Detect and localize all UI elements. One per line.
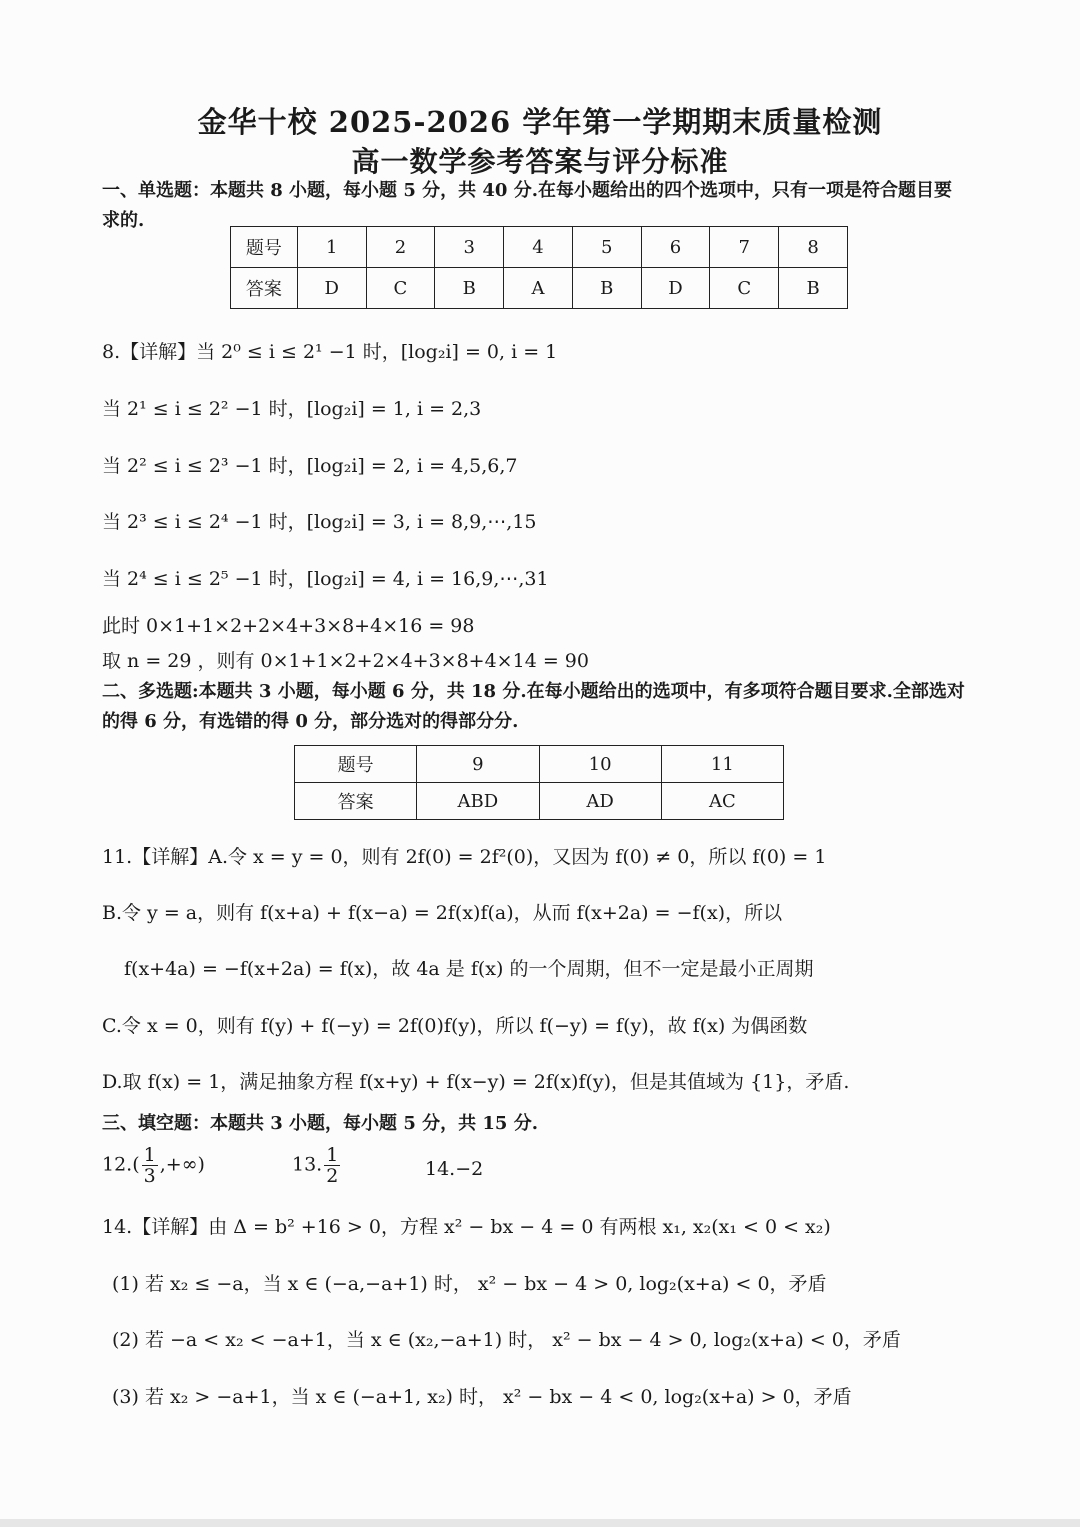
table-row bbox=[231, 268, 848, 309]
table-header-cell: 题号 bbox=[231, 227, 298, 268]
answer-12-suffix: ,+∞) bbox=[159, 1153, 205, 1176]
q8-line: 当 2¹ ≤ i ≤ 2² −1 时，[log₂i] = 1, i = 2,3 bbox=[102, 398, 482, 420]
multi-choice-answer-table bbox=[294, 745, 784, 820]
question-number-cell: 6 bbox=[641, 227, 710, 268]
table-row bbox=[231, 227, 848, 268]
answer-13-prefix: 13. bbox=[292, 1153, 323, 1176]
section2-heading bbox=[102, 677, 982, 737]
q14-line: 14.【详解】由 Δ = b² +16 > 0，方程 x² − bx − 4 = 0 有两根 x₁, x₂(x₁ < 0 < x₂) bbox=[102, 1216, 831, 1238]
q8-line: 此时 0×1+1×2+2×4+3×8+4×16 = 98 bbox=[102, 615, 475, 637]
fraction-numerator: 1 bbox=[143, 1144, 156, 1166]
answer-13 bbox=[292, 1145, 342, 1186]
q8-line: 当 2³ ≤ i ≤ 2⁴ −1 时，[log₂i] = 3, i = 8,9,⋯,15 bbox=[102, 511, 537, 533]
answer-cell: A bbox=[504, 268, 573, 309]
fraction-numerator: 1 bbox=[326, 1144, 339, 1166]
question-number-cell: 3 bbox=[435, 227, 504, 268]
table-row bbox=[295, 746, 784, 783]
single-choice-answer-table bbox=[230, 226, 848, 309]
answer-cell: B bbox=[572, 268, 641, 309]
section3-heading: 三、填空题：本题共 3 小题，每小题 5 分，共 15 分. bbox=[102, 1113, 538, 1134]
q14-line: (2) 若 −a < x₂ < −a+1，当 x ∈ (x₂,−a+1) 时， x² − bx − 4 > 0, log₂(x+a) < 0，矛盾 bbox=[112, 1329, 901, 1351]
answer-13-fraction bbox=[324, 1145, 340, 1186]
section2-heading-line1: 二、多选题:本题共 3 小题，每小题 6 分，共 18 分.在每小题给出的选项中，有多项符合题目要求.全部选对 bbox=[102, 681, 965, 702]
fraction-denominator: 2 bbox=[326, 1165, 339, 1187]
answer-cell: C bbox=[710, 268, 779, 309]
section1-heading-line2: 求的. bbox=[102, 210, 145, 231]
question-number-cell: 9 bbox=[417, 746, 539, 783]
q11-line: C.令 x = 0，则有 f(y) + f(−y) = 2f(0)f(y)，所以 f(−y) = f(y)，故 f(x) 为偶函数 bbox=[102, 1015, 808, 1037]
answer-cell: AD bbox=[539, 783, 661, 820]
answer-cell: B bbox=[435, 268, 504, 309]
table-header-cell: 题号 bbox=[295, 746, 417, 783]
section2-heading-line2: 的得 6 分，有选错的得 0 分，部分选对的得部分分. bbox=[102, 711, 519, 732]
answer-12 bbox=[102, 1145, 205, 1186]
section1-heading-line1: 一、单选题：本题共 8 小题，每小题 5 分，共 40 分.在每小题给出的四个选项中，只有一项是符合题目要 bbox=[102, 180, 952, 201]
answer-cell: ABD bbox=[417, 783, 539, 820]
answer-cell: D bbox=[297, 268, 366, 309]
q8-line: 8.【详解】当 2⁰ ≤ i ≤ 2¹ −1 时，[log₂i] = 0, i = 1 bbox=[102, 341, 558, 363]
answer-12-fraction bbox=[142, 1145, 158, 1186]
document-subtitle: 高一数学参考答案与评分标准 bbox=[351, 145, 729, 178]
answer-12-prefix: 12.( bbox=[102, 1153, 140, 1176]
q11-line: 11.【详解】A.令 x = y = 0，则有 2f(0) = 2f²(0)，又因为 f(0) ≠ 0，所以 f(0) = 1 bbox=[102, 846, 827, 868]
question-number-cell: 5 bbox=[572, 227, 641, 268]
answer-14: 14.−2 bbox=[425, 1158, 484, 1180]
question-number-cell: 1 bbox=[297, 227, 366, 268]
answer-cell: AC bbox=[661, 783, 783, 820]
q8-line: 当 2² ≤ i ≤ 2³ −1 时，[log₂i] = 2, i = 4,5,6,7 bbox=[102, 455, 518, 477]
q11-line: f(x+4a) = −f(x+2a) = f(x)，故 4a 是 f(x) 的一个周期，但不一定是最小正周期 bbox=[124, 958, 814, 980]
table-row bbox=[295, 783, 784, 820]
question-number-cell: 8 bbox=[779, 227, 848, 268]
question-number-cell: 10 bbox=[539, 746, 661, 783]
answer-cell: C bbox=[366, 268, 435, 309]
table-header-cell: 答案 bbox=[295, 783, 417, 820]
question-number-cell: 7 bbox=[710, 227, 779, 268]
document-title: 金华十校 2025-2026 学年第一学期期末质量检测 bbox=[197, 105, 883, 139]
q14-line: (3) 若 x₂ > −a+1，当 x ∈ (−a+1, x₂) 时， x² − bx − 4 < 0, log₂(x+a) > 0，矛盾 bbox=[112, 1386, 852, 1408]
answer-cell: D bbox=[641, 268, 710, 309]
answer-cell: B bbox=[779, 268, 848, 309]
fraction-denominator: 3 bbox=[143, 1165, 156, 1187]
page-bottom-edge bbox=[0, 1519, 1080, 1527]
q14-line: (1) 若 x₂ ≤ −a，当 x ∈ (−a,−a+1) 时， x² − bx − 4 > 0, log₂(x+a) < 0，矛盾 bbox=[112, 1273, 827, 1295]
q11-line: D.取 f(x) = 1，满足抽象方程 f(x+y) + f(x−y) = 2f(x)f(y)，但是其值域为 {1}，矛盾. bbox=[102, 1071, 850, 1093]
q8-line: 当 2⁴ ≤ i ≤ 2⁵ −1 时，[log₂i] = 4, i = 16,9,⋯,31 bbox=[102, 568, 549, 590]
q8-line: 取 n = 29 ，则有 0×1+1×2+2×4+3×8+4×14 = 90 bbox=[102, 650, 589, 672]
question-number-cell: 11 bbox=[661, 746, 783, 783]
q11-line: B.令 y = a，则有 f(x+a) + f(x−a) = 2f(x)f(a)，从而 f(x+2a) = −f(x)，所以 bbox=[102, 902, 783, 924]
question-number-cell: 4 bbox=[504, 227, 573, 268]
table-header-cell: 答案 bbox=[231, 268, 298, 309]
question-number-cell: 2 bbox=[366, 227, 435, 268]
